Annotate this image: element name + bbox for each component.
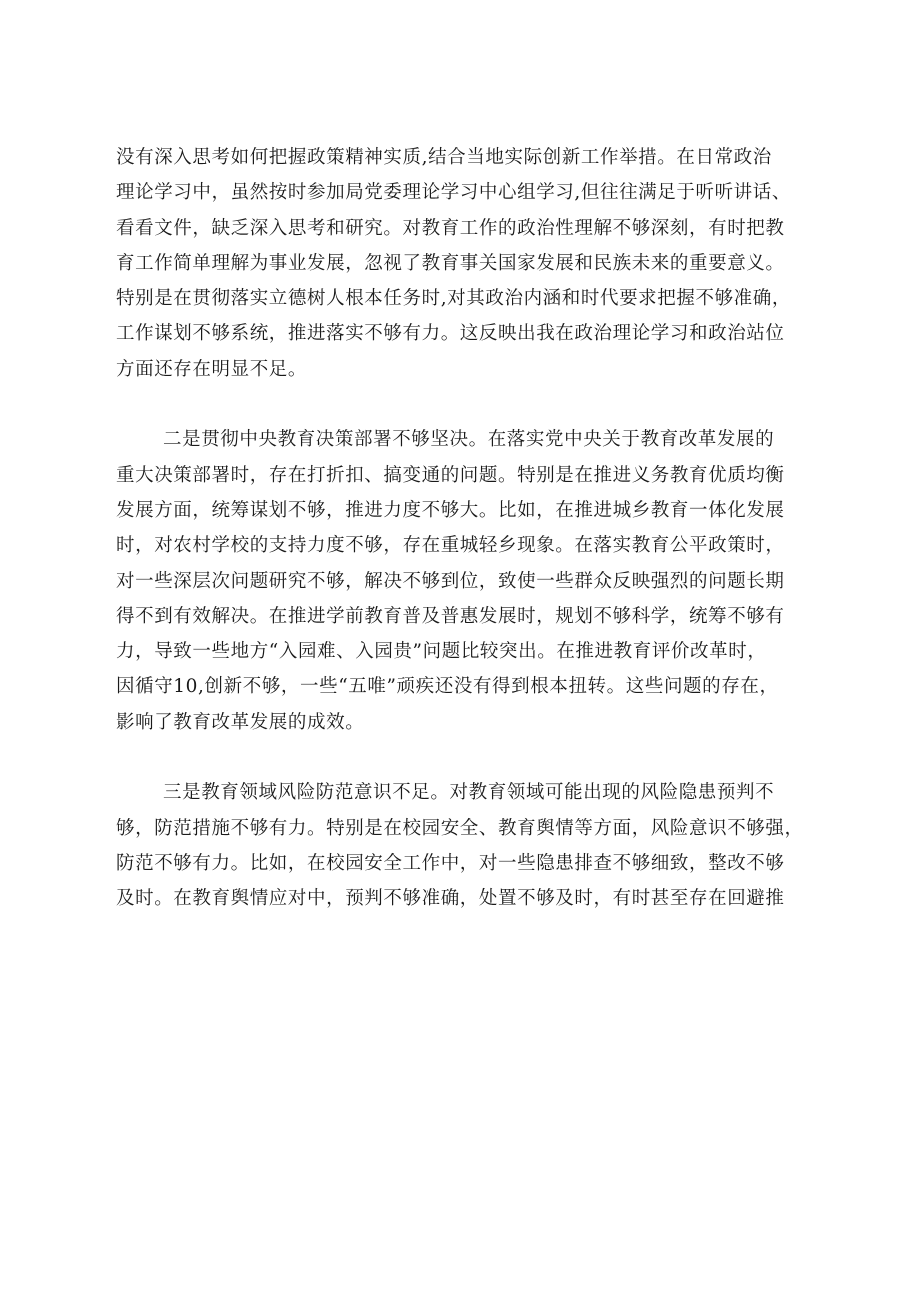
document-body [116,140,806,917]
text-line: 三是教育领域风险防范意识不足。对教育领域可能出现的风险隐患预判不 [163,782,775,804]
text-line: 发展方面，统筹谋划不够，推进力度不够大。比如，在推进城乡教育一体化发展 [116,499,785,521]
text-line: 得不到有效解决。在推进学前教育普及普惠发展时，规划不够科学，统筹不够有 [116,605,785,627]
text-line: 及时。在教育舆情应对中，预判不够准确，处置不够及时，有时甚至存在回避推 [116,888,785,910]
paragraph-2 [116,422,806,740]
text-line: 工作谋划不够系统，推进落实不够有力。这反映出我在政治理论学习和政治站位 [116,323,785,345]
text-line: 特别是在贯彻落实立德树人根本任务时,对其政治内涵和时代要求把握不够准确， [116,288,791,310]
text-line: 重大决策部署时，存在打折扣、搞变通的问题。特别是在推进义务教育优质均衡 [116,464,785,486]
text-line: 够，防范措施不够有力。特别是在校园安全、教育舆情等方面，风险意识不够强， [116,817,804,839]
paragraph-3 [116,775,806,916]
paragraph-1 [116,140,806,387]
text-line: 对一些深层次问题研究不够，解决不够到位，致使一些群众反映强烈的问题长期 [116,570,785,592]
text-line: 理论学习中，虽然按时参加局党委理论学习中心组学习,但往往满足于听听讲话、 [116,182,791,204]
text-line: 没有深入思考如何把握政策精神实质,结合当地实际创新工作举措。在日常政治 [116,147,772,168]
text-line: 二是贯彻中央教育决策部署不够坚决。在落实党中央关于教育改革发展的 [163,429,775,451]
text-line: 方面还存在明显不足。 [116,358,308,380]
text-line: 看看文件，缺乏深入思考和研究。对教育工作的政治性理解不够深刻，有时把教 [116,217,785,239]
paragraph-spacer [116,740,806,775]
text-line: 育工作简单理解为事业发展，忽视了教育事关国家发展和民族未来的重要意义。 [116,252,785,274]
text-line: 防范不够有力。比如，在校园安全工作中，对一些隐患排查不够细致，整改不够 [116,852,785,874]
paragraph-spacer [116,387,806,422]
text-line: 时，对农村学校的支持力度不够，存在重城轻乡现象。在落实教育公平政策时， [116,535,785,557]
text-line: 因循守10,创新不够，一些“五唯”顽疾还没有得到根本扭转。这些问题的存在， [116,676,779,698]
text-line: 影响了教育改革发展的成效。 [116,711,365,733]
text-line: 力，导致一些地方“入园难、入园贵”问题比较突出。在推进教育评价改革时， [116,641,767,663]
